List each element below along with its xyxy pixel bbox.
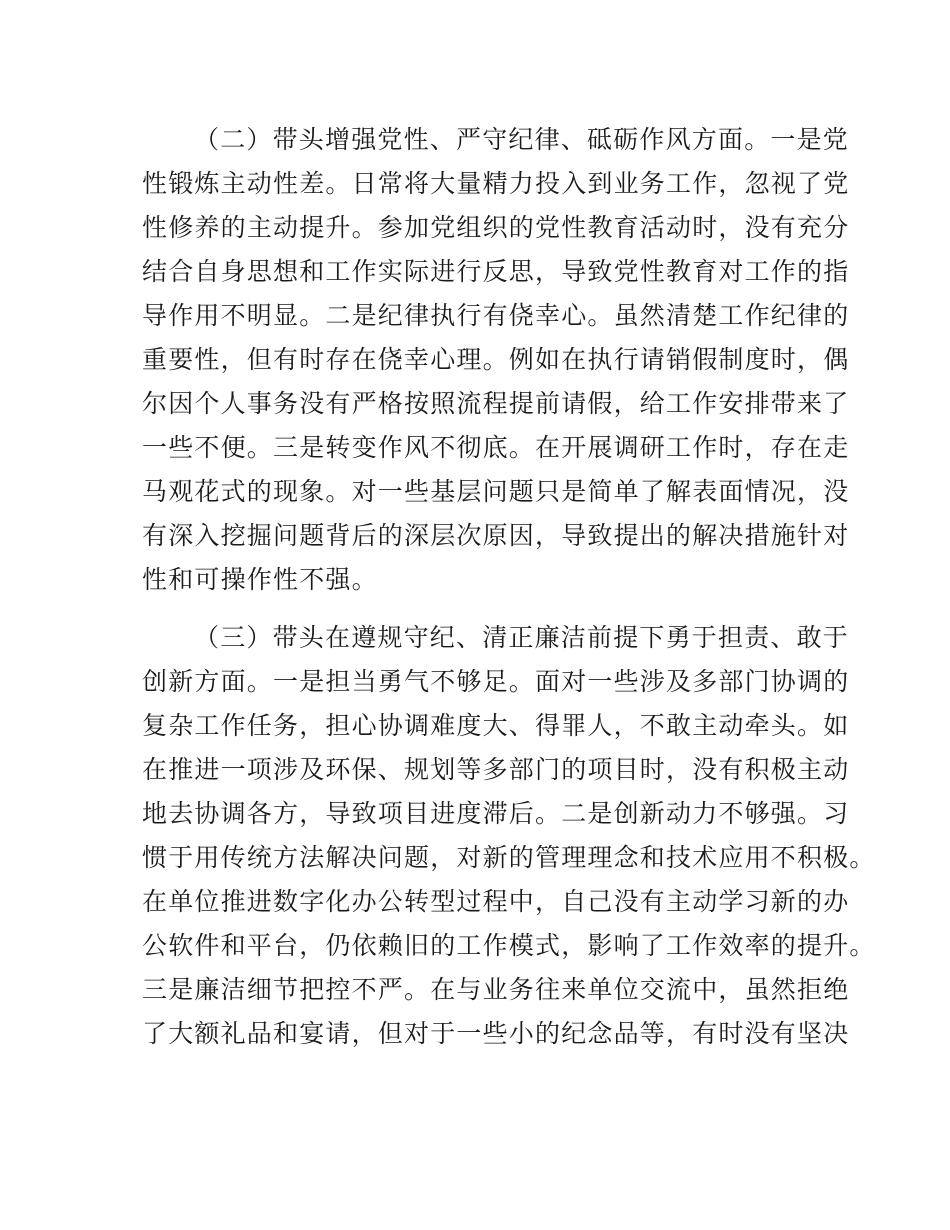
text-line: 创新方面。一是担当勇气不够足。面对一些涉及多部门协调的 xyxy=(142,667,850,696)
paragraph-spacer xyxy=(142,602,810,616)
text-line: 性修养的主动提升。参加党组织的党性教育活动时，没有充分 xyxy=(142,213,850,242)
text-line: （三）带头在遵规守纪、清正廉洁前提下勇于担责、敢于 xyxy=(194,623,850,652)
text-line: 有深入挖掘问题背后的深层次原因，导致提出的解决措施针对 xyxy=(142,521,850,550)
text-line: 结合自身思想和工作实际进行反思，导致党性教育对工作的指 xyxy=(142,257,850,286)
text-line: 了大额礼品和宴请，但对于一些小的纪念品等，有时没有坚决 xyxy=(142,1019,850,1048)
text-line: 在单位推进数字化办公转型过程中，自己没有主动学习新的办 xyxy=(142,887,850,916)
text-line: 马观花式的现象。对一些基层问题只是简单了解表面情况，没 xyxy=(142,477,850,506)
text-line: 尔因个人事务没有严格按照流程提前请假，给工作安排带来了 xyxy=(142,389,850,418)
text-line: 导作用不明显。二是纪律执行有侥幸心。虽然清楚工作纪律的 xyxy=(142,301,850,330)
text-line: 三是廉洁细节把控不严。在与业务往来单位交流中，虽然拒绝 xyxy=(142,975,850,1004)
text-line: 地去协调各方，导致项目进度滞后。二是创新动力不够强。习 xyxy=(142,799,850,828)
text-line: 性锻炼主动性差。日常将大量精力投入到业务工作，忽视了党 xyxy=(142,169,850,198)
text-line: 性和可操作性不强。 xyxy=(142,565,378,594)
text-line: 复杂工作任务，担心协调难度大、得罪人，不敢主动牵头。如 xyxy=(142,711,850,740)
text-line: 公软件和平台，仍依赖旧的工作模式，影响了工作效率的提升。 xyxy=(142,931,876,960)
text-line: 重要性，但有时存在侥幸心理。例如在执行请销假制度时，偶 xyxy=(142,345,850,374)
text-line: 一些不便。三是转变作风不彻底。在开展调研工作时，存在走 xyxy=(142,433,850,462)
text-line: 惯于用传统方法解决问题，对新的管理理念和技术应用不积极。 xyxy=(142,843,876,872)
paragraph-two xyxy=(142,118,850,602)
text-line: 在推进一项涉及环保、规划等多部门的项目时，没有积极主动 xyxy=(142,755,850,784)
text-line: （二）带头增强党性、严守纪律、砥砺作风方面。一是党 xyxy=(194,125,850,154)
paragraph-three xyxy=(142,616,876,1056)
